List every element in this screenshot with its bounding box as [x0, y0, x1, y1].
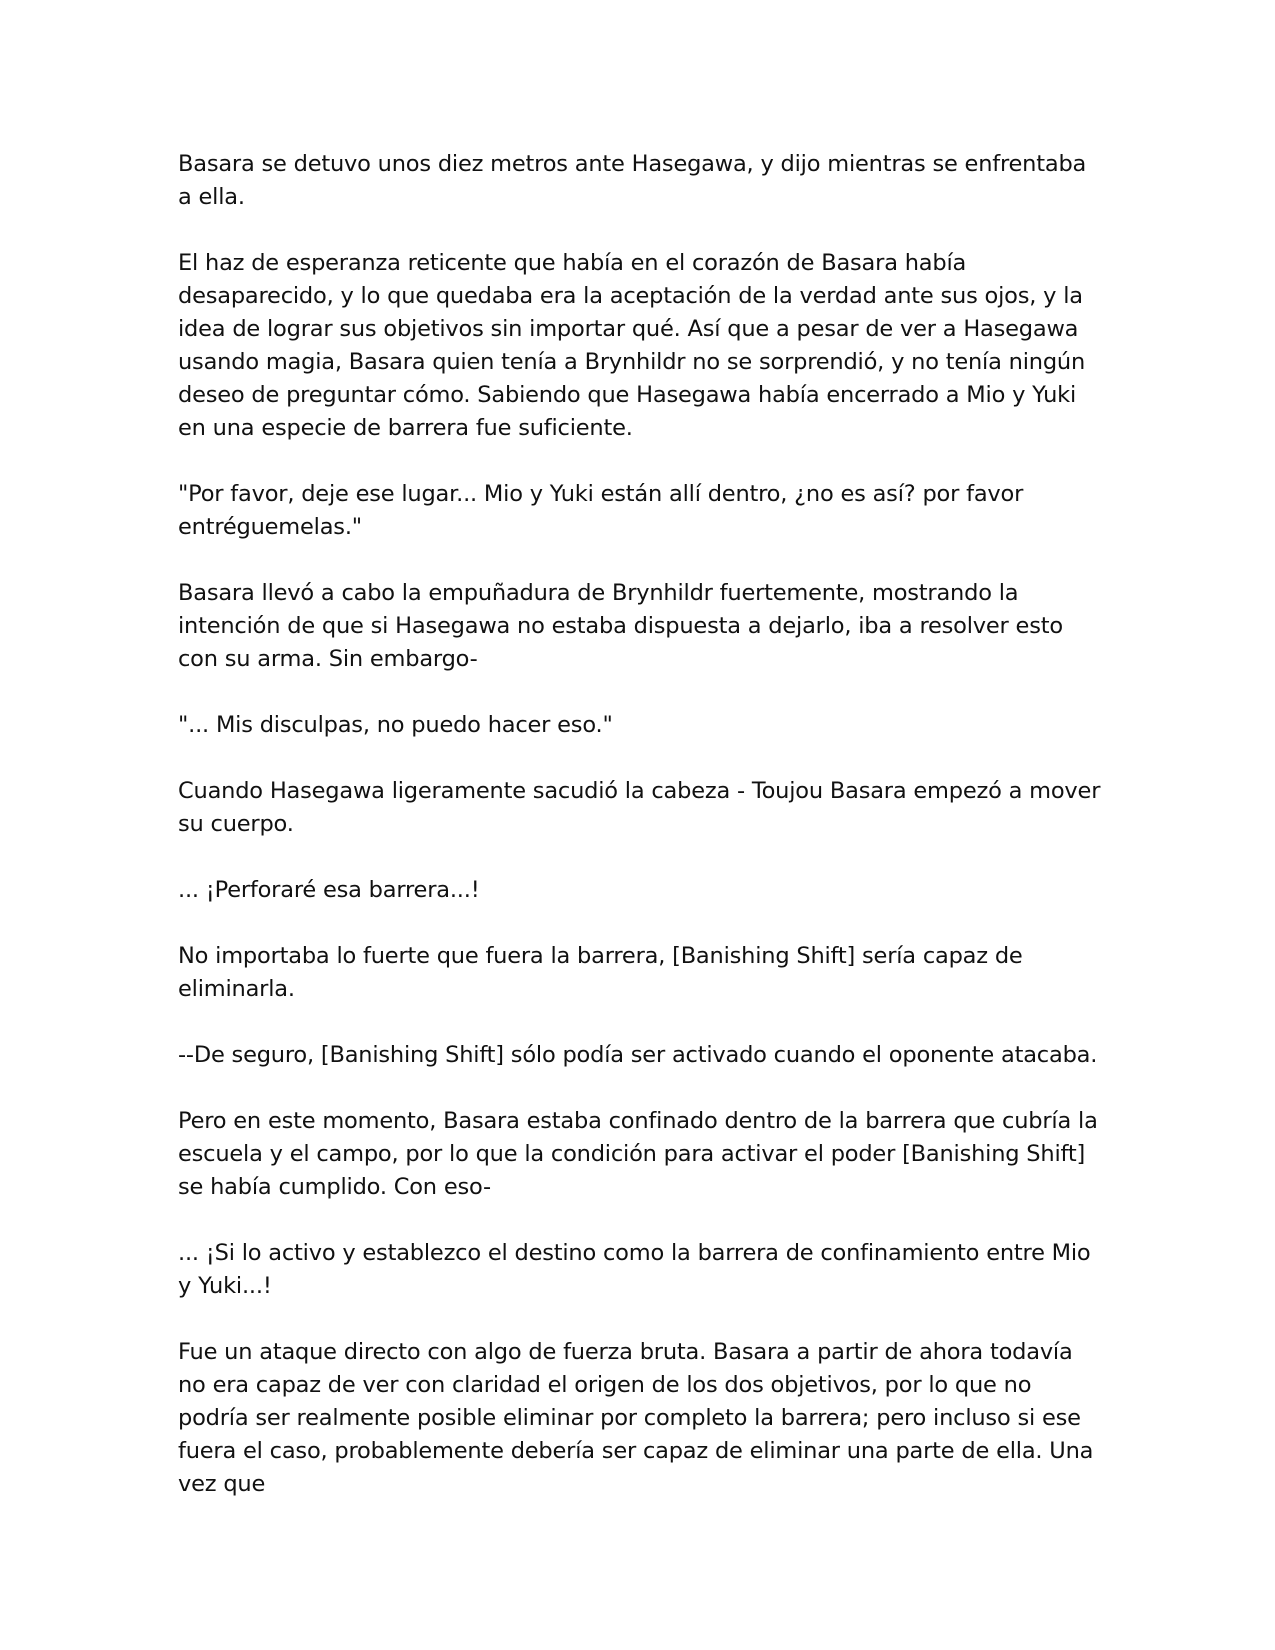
paragraph: No importaba lo fuerte que fuera la barrera, [Banishing Shift] sería capaz de eliminarla. [178, 943, 1023, 1002]
paragraph: "... Mis disculpas, no puedo hacer eso." [178, 712, 613, 738]
paragraph: Pero en este momento, Basara estaba confinado dentro de la barrera que cubría la escuela y el campo, por lo que la condición para activar el poder [Banishing Shift] se había cumplido. Con eso- [178, 1108, 1098, 1200]
paragraph: Basara se detuvo unos diez metros ante Hasegawa, y dijo mientras se enfrentaba a ella. [178, 151, 1087, 210]
paragraph: Basara llevó a cabo la empuñadura de Brynhildr fuertemente, mostrando la intención de que si Hasegawa no estaba dispuesta a dejarlo, iba a resolver esto con su arma. Sin embargo- [178, 580, 1063, 672]
paragraph: "Por favor, deje ese lugar... Mio y Yuki están allí dentro, ¿no es así? por favor entréguemelas." [178, 481, 1024, 540]
paragraph: ... ¡Si lo activo y establezco el destino como la barrera de confinamiento entre Mio y Yuki...! [178, 1240, 1091, 1299]
paragraph: --De seguro, [Banishing Shift] sólo podía ser activado cuando el oponente atacaba. [178, 1042, 1098, 1068]
paragraph: Fue un ataque directo con algo de fuerza bruta. Basara a partir de ahora todavía no era capaz de ver con claridad el origen de los dos objetivos, por lo que no podría ser realmente posible eliminar por completo la barrera; pero incluso si ese fuera el caso, probablemente debería ser capaz de eliminar una parte de ella. Una vez que [178, 1339, 1094, 1497]
paragraph: ... ¡Perforaré esa barrera...! [178, 877, 480, 903]
paragraph: El haz de esperanza reticente que había en el corazón de Basara había desaparecido, y lo que quedaba era la aceptación de la verdad ante sus ojos, y la idea de lograr sus objetivos sin importar qué. Así que a pesar de ver a Hasegawa usando magia, Basara quien tenía a Brynhildr no se sorprendió, y no tenía ningún deseo de preguntar cómo. Sabiendo que Hasegawa había encerrado a Mio y Yuki en una especie de barrera fue suficiente. [178, 250, 1086, 441]
document-body [178, 148, 1103, 1534]
paragraph: Cuando Hasegawa ligeramente sacudió la cabeza - Toujou Basara empezó a mover su cuerpo. [178, 778, 1101, 837]
